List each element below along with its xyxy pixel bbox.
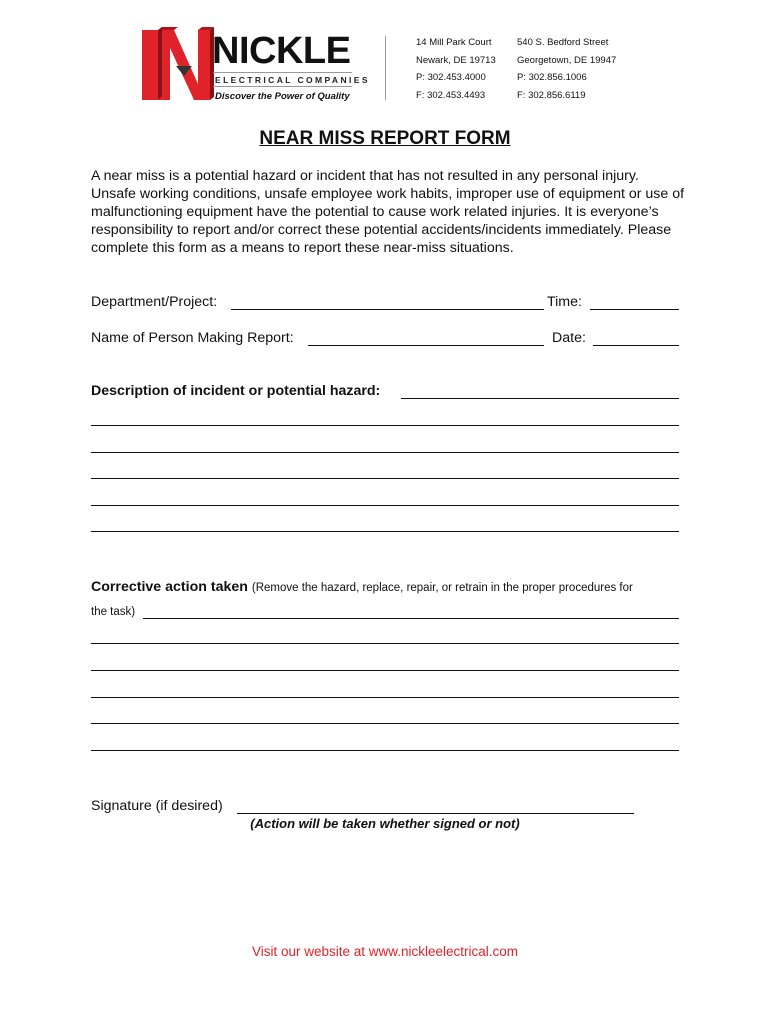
corrective-action-heading bbox=[91, 579, 633, 595]
brand-name: NICKLE bbox=[212, 30, 351, 72]
signature-note: (Action will be taken whether signed or not) bbox=[250, 816, 520, 831]
address-street: 14 Mill Park Court bbox=[416, 37, 492, 48]
time-label: Time: bbox=[547, 294, 582, 310]
department-label: Department/Project: bbox=[91, 294, 218, 310]
date-label: Date: bbox=[552, 330, 586, 346]
brand-subtitle: ELECTRICAL COMPANIES bbox=[215, 75, 370, 85]
date-field[interactable] bbox=[593, 345, 679, 346]
address-phone: P: 302.856.1006 bbox=[517, 72, 587, 83]
corrective-field-line[interactable] bbox=[91, 670, 679, 671]
time-field[interactable] bbox=[590, 309, 679, 310]
description-field-line[interactable] bbox=[91, 505, 679, 506]
description-field-line[interactable] bbox=[401, 398, 679, 399]
name-label: Name of Person Making Report: bbox=[91, 330, 294, 346]
address-phone: P: 302.453.4000 bbox=[416, 72, 486, 83]
description-label: Description of incident or potential hazard: bbox=[91, 383, 381, 399]
brand-tagline: Discover the Power of Quality bbox=[215, 91, 350, 102]
corrective-field-line[interactable] bbox=[91, 750, 679, 751]
name-field[interactable] bbox=[308, 345, 544, 346]
brand-rule bbox=[213, 86, 352, 87]
address-city: Georgetown, DE 19947 bbox=[517, 55, 617, 66]
signature-field[interactable] bbox=[237, 813, 634, 814]
description-field-line[interactable] bbox=[91, 531, 679, 532]
intro-paragraph: A near miss is a potential hazard or incident that has not resulted in any personal injury. Unsafe working conditions, unsafe employee work habits, improper use of equipment or use of malfunctioning equipment have the potential to cause work related injuries. It is everyone’s responsibility to report and/or correct these potential accidents/incidents immediately. Please complete this form as a means to report these near-miss situations. bbox=[91, 168, 685, 256]
address-fax: F: 302.453.4493 bbox=[416, 90, 486, 101]
description-field-line[interactable] bbox=[91, 425, 679, 426]
address-street: 540 S. Bedford Street bbox=[517, 37, 609, 48]
description-field-line[interactable] bbox=[91, 478, 679, 479]
corrective-field-line[interactable] bbox=[91, 697, 679, 698]
corrective-note: (Remove the hazard, replace, repair, or retrain in the proper procedures for bbox=[251, 582, 633, 594]
corrective-field-line[interactable] bbox=[91, 723, 679, 724]
signature-label: Signature (if desired) bbox=[91, 798, 223, 814]
department-field[interactable] bbox=[231, 309, 544, 310]
address-fax: F: 302.856.6119 bbox=[517, 90, 586, 101]
brand-rule bbox=[213, 72, 352, 73]
website-footer: Visit our website at www.nickleelectrical.com bbox=[251, 944, 519, 959]
form-title: NEAR MISS REPORT FORM bbox=[259, 128, 511, 149]
corrective-note-continued: the task) bbox=[91, 606, 136, 618]
corrective-field-line[interactable] bbox=[143, 618, 679, 619]
header-divider bbox=[385, 36, 386, 100]
corrective-label: Corrective action taken bbox=[91, 579, 248, 595]
description-field-line[interactable] bbox=[91, 452, 679, 453]
address-city: Newark, DE 19713 bbox=[416, 55, 496, 66]
corrective-field-line[interactable] bbox=[91, 643, 679, 644]
